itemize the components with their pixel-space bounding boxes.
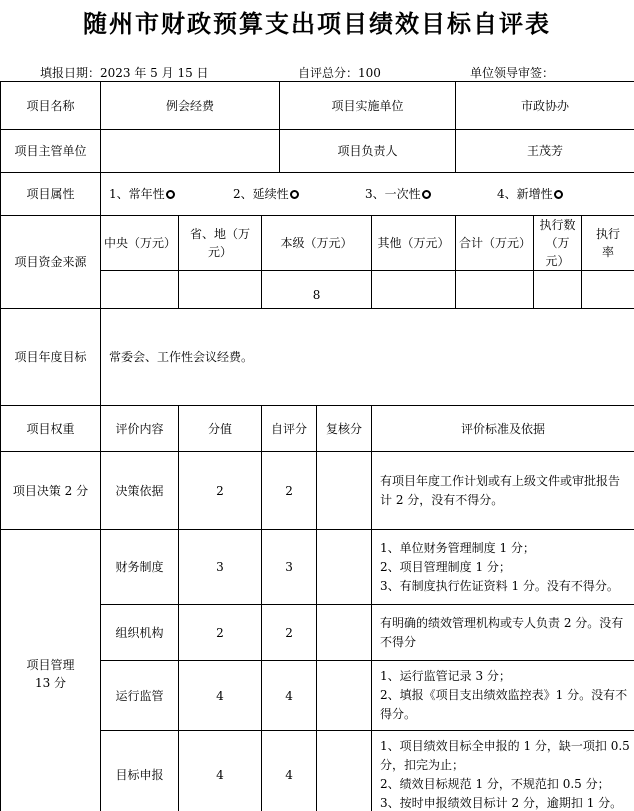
radio-icon (422, 190, 431, 199)
management-weight-points: 13 分 (34, 676, 67, 690)
management-criteria (372, 530, 634, 605)
criteria-line: 2、绩效目标规范 1 分，不规范扣 0.5 分； (380, 776, 610, 791)
form-title: 随州市财政预算支出项目绩效目标自评表 (83, 9, 551, 38)
supervising-unit-label: 项目主管单位 (1, 130, 101, 173)
fund-value-local: 8 (262, 271, 372, 309)
supervising-unit-value (101, 130, 280, 173)
fund-header-total: 合计（万元） (456, 216, 534, 271)
management-content: 目标申报 (101, 731, 179, 811)
criteria-line: 3、有制度执行佐证资料 1 分。没有不得分。 (380, 578, 619, 593)
fund-value-executed (534, 271, 582, 309)
weight-header: 项目权重 (1, 406, 101, 452)
leader-signature: 单位领导审签： (470, 66, 555, 80)
attr-option-2 (233, 185, 365, 203)
criteria-line: 1、运行监管记录 3 分； (380, 669, 511, 683)
management-content: 运行监管 (101, 661, 179, 731)
radio-icon (166, 190, 175, 199)
management-review-score (317, 731, 372, 811)
criteria-line: 2、项目管理制度 1 分； (380, 559, 511, 574)
decision-weight: 项目决策 2 分 (1, 452, 101, 530)
criteria-line: 2、填报《项目支出绩效监控表》1 分。没有不得分。 (380, 688, 628, 721)
decision-criteria: 有项目年度工作计划或有上级文件或审批报告计 2 分，没有不得分。 (372, 452, 634, 530)
score-header: 分值 (179, 406, 262, 452)
management-score: 4 (179, 731, 262, 811)
fund-header-local: 本级（万元） (262, 216, 372, 271)
criteria-header: 评价标准及依据 (372, 406, 634, 452)
fund-value-central (101, 271, 179, 309)
fund-value-province (179, 271, 262, 309)
fund-value-total (456, 271, 534, 309)
report-date-value: 2023 年 5 月 15 日 (100, 66, 209, 80)
annual-goal-label: 项目年度目标 (1, 309, 101, 406)
criteria-line: 3、按时申报绩效目标计 2 分，逾期扣 1 分。 (380, 795, 623, 810)
fund-source-label: 项目资金来源 (1, 216, 101, 309)
review-score-header: 复核分 (317, 406, 372, 452)
attr-option-2-label: 2、延续性 (233, 187, 289, 201)
management-score: 3 (179, 530, 262, 605)
attr-option-4 (497, 185, 563, 203)
management-review-score (317, 605, 372, 661)
management-content: 财务制度 (101, 530, 179, 605)
fund-value-other (372, 271, 456, 309)
fund-header-central: 中央（万元） (101, 216, 179, 271)
attr-option-1 (109, 185, 233, 203)
total-score (298, 64, 381, 81)
fund-value-rate (582, 271, 634, 309)
project-attribute-options (101, 173, 634, 216)
management-self-score: 4 (262, 731, 317, 811)
criteria-line: 1、项目绩效目标全申报的 1 分，缺一项扣 0.5 分，扣完为止； (380, 738, 630, 772)
management-content: 组织机构 (101, 605, 179, 661)
management-score: 2 (179, 605, 262, 661)
radio-icon (290, 190, 299, 199)
decision-score: 2 (179, 452, 262, 530)
total-score-label: 自评总分： (298, 66, 359, 80)
content-header: 评价内容 (101, 406, 179, 452)
report-date-label: 填报日期： (40, 66, 101, 80)
management-review-score (317, 661, 372, 731)
attr-option-3-label: 3、一次性 (365, 187, 421, 201)
project-leader-label: 项目负责人 (280, 130, 456, 173)
fund-header-other: 其他（万元） (372, 216, 456, 271)
management-self-score: 2 (262, 605, 317, 661)
management-criteria (372, 605, 634, 661)
project-name-value: 例会经费 (101, 82, 280, 130)
annual-goal-value: 常委会、工作性会议经费。 (101, 309, 634, 406)
radio-icon (554, 190, 563, 199)
fund-header-rate: 执行率 (582, 216, 634, 271)
decision-self-score: 2 (262, 452, 317, 530)
management-weight-title: 项目管理 (26, 658, 75, 672)
self-score-header: 自评分 (262, 406, 317, 452)
management-self-score: 3 (262, 530, 317, 605)
management-self-score: 4 (262, 661, 317, 731)
project-name-label: 项目名称 (1, 82, 101, 130)
report-date (40, 64, 209, 81)
project-attribute-label: 项目属性 (1, 173, 101, 216)
evaluation-table (0, 81, 634, 811)
management-score: 4 (179, 661, 262, 731)
management-criteria (372, 731, 634, 811)
fund-header-executed: 执行数（万元） (534, 216, 582, 271)
attr-option-3 (365, 185, 497, 203)
criteria-line: 有明确的绩效管理机构或专人负责 2 分。没有不得分 (380, 615, 624, 649)
management-criteria (372, 661, 634, 731)
attr-option-1-label: 1、常年性 (109, 187, 165, 201)
criteria-line: 1、单位财务管理制度 1 分； (380, 540, 535, 555)
attr-option-4-label: 4、新增性 (497, 187, 553, 201)
management-review-score (317, 530, 372, 605)
implementing-unit-label: 项目实施单位 (280, 82, 456, 130)
management-weight (1, 530, 101, 811)
implementing-unit-value: 市政协办 (456, 82, 634, 130)
decision-review-score (317, 452, 372, 530)
fund-header-province: 省、地（万元） (179, 216, 262, 271)
decision-content: 决策依据 (101, 452, 179, 530)
total-score-value: 100 (358, 66, 381, 80)
project-leader-value: 王茂芳 (456, 130, 634, 173)
